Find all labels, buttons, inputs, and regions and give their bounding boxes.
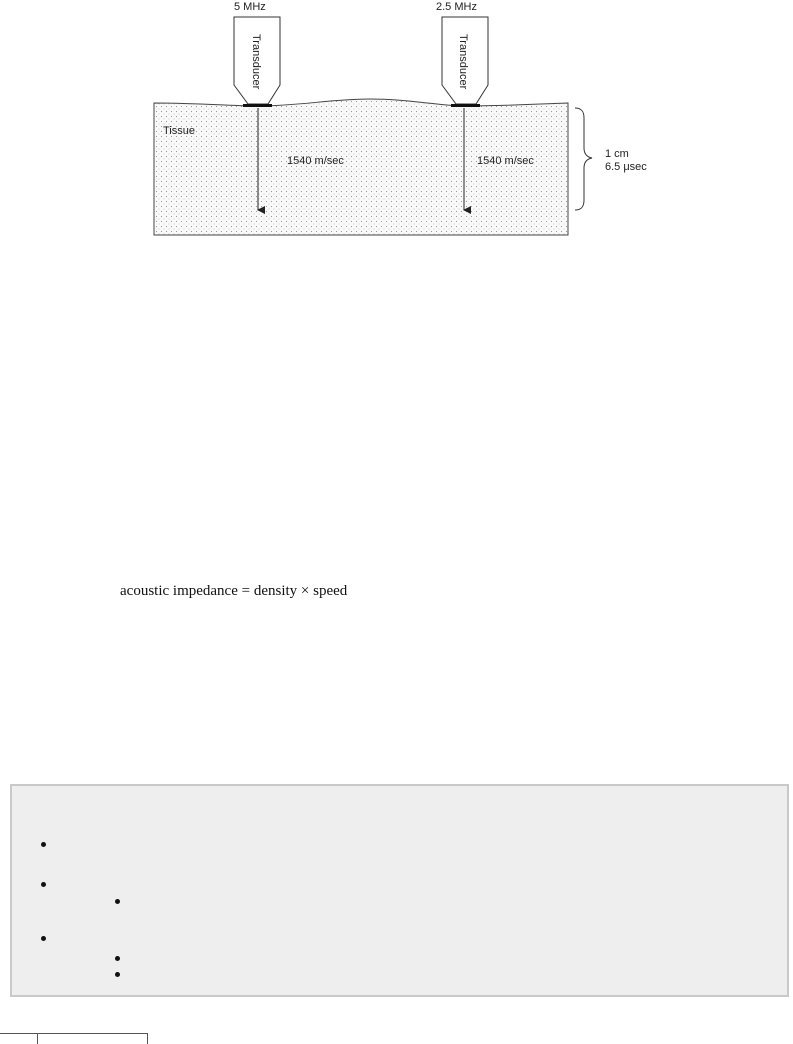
transducer-2-face xyxy=(451,104,480,107)
impedance-formula: acoustic impedance = density × speed xyxy=(120,583,348,599)
footer-table-rule xyxy=(0,1033,148,1034)
tissue-label: Tissue xyxy=(163,125,195,137)
transducer-2-label: Transducer xyxy=(457,34,469,90)
transducer-1-speed: 1540 m/sec xyxy=(287,155,344,167)
bullet-3 xyxy=(41,936,46,941)
bullet-2-sub-1 xyxy=(115,899,120,904)
tissue-block xyxy=(154,99,568,235)
bullet-3-sub-1 xyxy=(115,956,120,961)
transducer-2-speed: 1540 m/sec xyxy=(477,155,534,167)
bullet-1 xyxy=(41,842,46,847)
key-points-box xyxy=(10,784,789,997)
transducer-2-frequency: 2.5 MHz xyxy=(436,1,477,13)
depth-brace xyxy=(575,108,592,210)
footer-table-divider xyxy=(147,1033,148,1044)
ultrasound-figure xyxy=(0,0,793,250)
transducer-1-frequency: 5 MHz xyxy=(234,1,266,13)
depth-label: 1 cm xyxy=(605,148,629,160)
bullet-3-sub-2 xyxy=(115,972,120,977)
footer-table-divider xyxy=(37,1033,38,1044)
transducer-1-face xyxy=(243,104,272,107)
transducer-1-label: Transducer xyxy=(250,34,262,90)
bullet-2 xyxy=(41,882,46,887)
time-label: 6.5 μsec xyxy=(605,161,647,173)
